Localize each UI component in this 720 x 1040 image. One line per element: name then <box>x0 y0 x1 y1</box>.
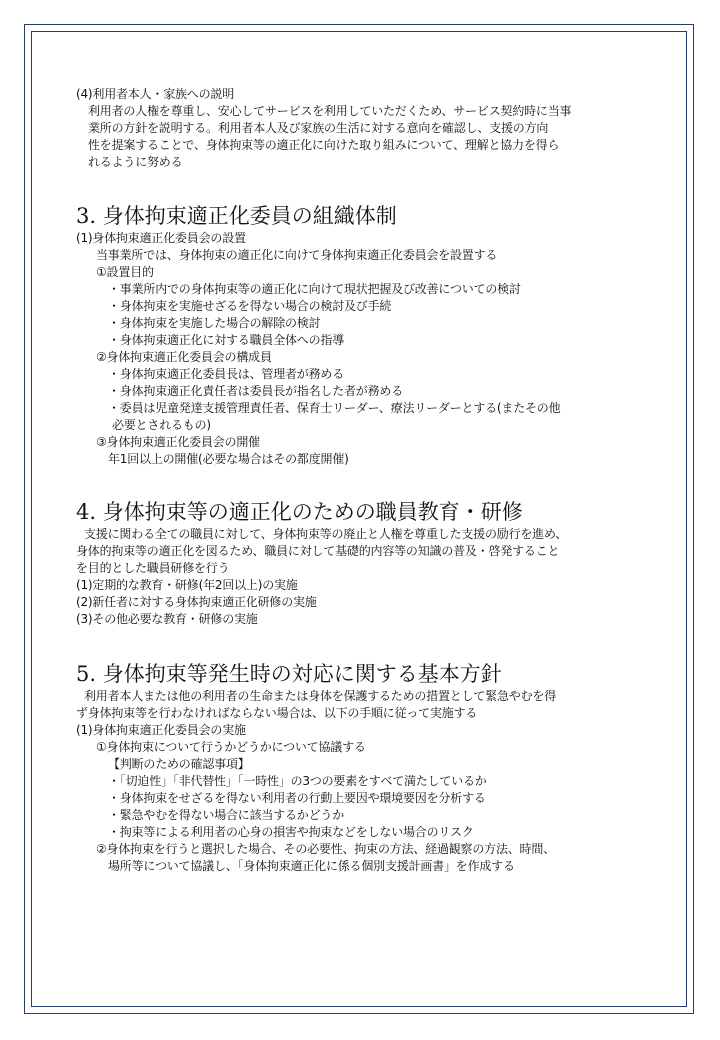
paragraph-line: 業所の方針を説明する。利用者本人及び家族の生活に対する意向を確認し、支援の方向 <box>88 121 549 135</box>
section-3-title: 3. 身体拘束適正化委員の組織体制 <box>76 204 397 228</box>
item-label: ③身体拘束適正化委員会の開催 <box>96 435 260 449</box>
check-item: ・拘束等による利用者の心身の損害や拘束などをしない場合のリスク <box>108 825 474 839</box>
bullet-item: ・身体拘束適正化責任者は委員長が指名した者が務める <box>108 384 404 398</box>
paragraph-line: を目的とした職員研修を行う <box>76 561 230 575</box>
paragraph-line: 身体的拘束等の適正化を図るため、職員に対して基礎的内容等の知識の普及・啓発すること <box>76 544 560 558</box>
item-label: ②身体拘束適正化委員会の構成員 <box>96 350 272 364</box>
step-label: ②身体拘束を行うと選択した場合、その必要性、拘束の方法、経過観察の方法、時間、 <box>96 842 555 856</box>
check-item: ・緊急やむを得ない場合に該当するかどうか <box>108 808 345 822</box>
check-heading: 【判断のための確認事項】 <box>108 757 250 771</box>
section-4-title: 4. 身体拘束等の適正化のための職員教育・研修 <box>76 500 523 524</box>
bullet-item: ・身体拘束を実施した場合の解除の検討 <box>108 316 321 330</box>
paragraph-line: れるように努める <box>88 155 183 169</box>
check-item: ・「切迫性」「非代替性」「一時性」の3つの要素をすべて満たしているか <box>108 774 487 788</box>
list-item: (3)その他必要な教育・研修の実施 <box>76 612 258 626</box>
check-item: ・身体拘束をせざるを得ない利用者の行動上要因や環境要因を分析する <box>108 791 486 805</box>
subsection-heading: (4)利用者本人・家族への説明 <box>76 87 234 101</box>
subsection-heading: (1)身体拘束適正化委員会の実施 <box>76 723 246 737</box>
list-item: (1)定期的な教育・研修(年2回以上)の実施 <box>76 578 298 592</box>
bullet-item: ・事業所内での身体拘束等の適正化に向けて現状把握及び改善についての検討 <box>108 282 521 296</box>
bullet-item: ・身体拘束を実施せざるを得ない場合の検討及び手続 <box>108 299 392 313</box>
bullet-item: ・身体拘束適正化に対する職員全体への指導 <box>108 333 345 347</box>
bullet-continuation: 必要とされるもの) <box>112 418 211 432</box>
step-label: ①身体拘束について行うかどうかについて協議する <box>96 740 366 754</box>
paragraph-line: 当事業所では、身体拘束の適正化に向けて身体拘束適正化委員会を設置する <box>96 248 498 262</box>
paragraph-line: 利用者の人権を尊重し、安心してサービスを利用していただくため、サービス契約時に当事 <box>88 104 572 118</box>
bullet-item: ・身体拘束適正化委員長は、管理者が務める <box>108 367 345 381</box>
paragraph-line: 年1回以上の開催(必要な場合はその都度開催) <box>108 452 349 466</box>
document-body <box>76 86 656 875</box>
paragraph-line: 性を提案することで、身体拘束等の適正化に向けた取り組みについて、理解と協力を得ら <box>88 138 560 152</box>
paragraph-line: ず身体拘束等を行わなければならない場合は、以下の手順に従って実施する <box>76 706 478 720</box>
bullet-item: ・委員は児童発達支援管理責任者、保育士リーダー、療法リーダーとする(またその他 <box>108 401 561 415</box>
paragraph-line: 支援に関わる全ての職員に対して、身体拘束等の廃止と人権を尊重した支援の励行を進め、 <box>84 527 568 541</box>
list-item: (2)新任者に対する身体拘束適正化研修の実施 <box>76 595 317 609</box>
item-label: ①設置目的 <box>96 265 154 279</box>
step-continuation: 場所等について協議し、「身体拘束適正化に係る個別支援計画書」を作成する <box>108 859 515 873</box>
section-5-title: 5. 身体拘束等発生時の対応に関する基本方針 <box>76 662 502 686</box>
subsection-heading: (1)身体拘束適正化委員会の設置 <box>76 231 246 245</box>
paragraph-line: 利用者本人または他の利用者の生命または身体を保護するための措置として緊急やむを得 <box>84 689 557 703</box>
